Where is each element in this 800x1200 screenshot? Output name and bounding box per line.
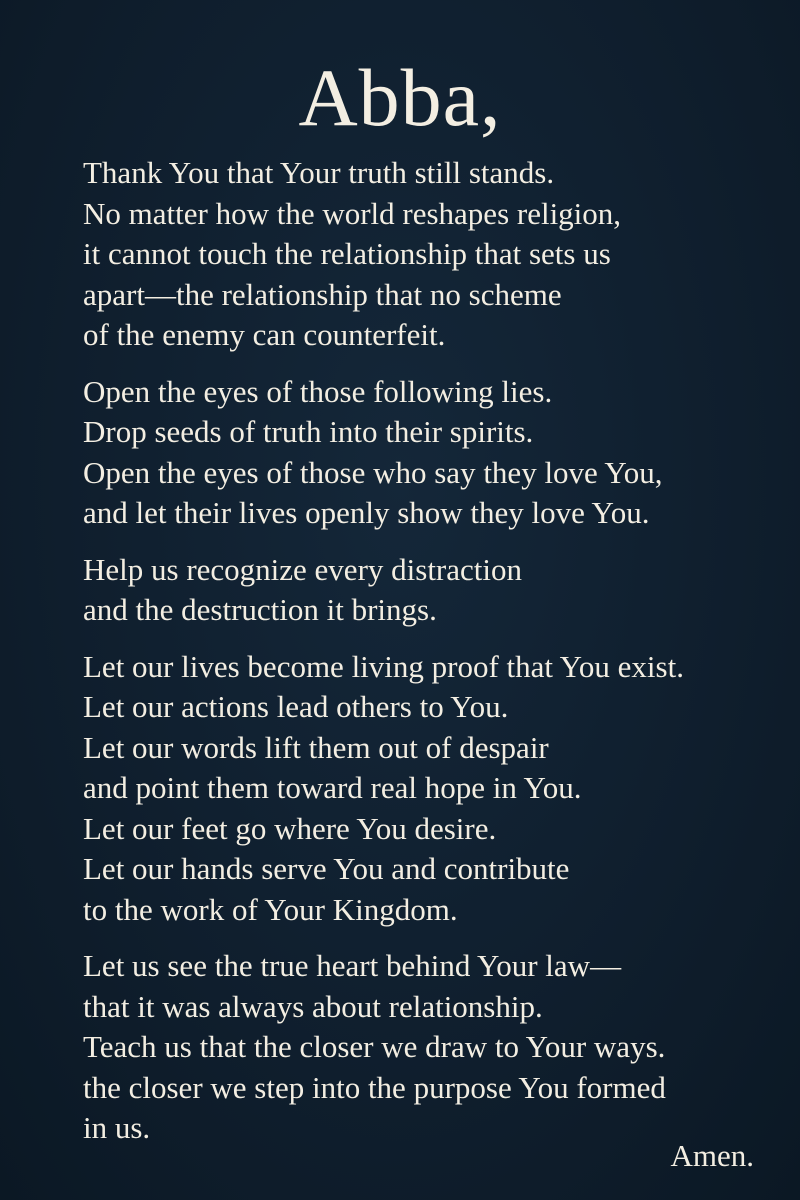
stanza-5 [83,946,783,1149]
prayer-line: Let our feet go where You desire. [83,810,497,846]
prayer-body [83,153,783,1165]
prayer-line: it cannot touch the relationship that sets us [83,236,611,271]
prayer-line: apart—the relationship that no scheme [83,276,562,312]
prayer-line: and point them toward real hope in You. [83,770,582,805]
prayer-line: the closer we step into the purpose You formed [83,1069,666,1105]
prayer-line: and let their lives openly show they love You. [83,495,650,530]
stanza-1 [83,153,783,356]
prayer-line: and the destruction it brings. [83,592,437,627]
prayer-line: No matter how the world reshapes religion, [83,195,622,231]
prayer-title: Abba, [298,52,502,143]
prayer-line: Drop seeds of truth into their spirits. [83,414,534,449]
prayer-line: Open the eyes of those following lies. [83,373,553,409]
prayer-line: Let our lives become living proof that You exist. [83,648,684,684]
prayer-line: in us. [83,1110,151,1145]
stanza-4 [83,647,783,931]
prayer-line: Let our hands serve You and contribute [83,851,570,886]
prayer-line: that it was always about relationship. [83,988,543,1024]
prayer-line: Thank You that Your truth still stands. [83,155,555,190]
prayer-line: Teach us that the closer we draw to Your ways. [83,1029,666,1064]
prayer-line: Open the eyes of those who say they love You, [83,454,663,490]
prayer-line: Let our words lift them out of despair [83,729,549,765]
prayer-line: Help us recognize every distraction [83,551,522,587]
prayer-line: Let us see the true heart behind Your law— [83,948,622,983]
stanza-3 [83,550,783,631]
stanza-2 [83,372,783,534]
prayer-line: to the work of Your Kingdom. [83,891,458,927]
prayer-closing: Amen. [670,1138,754,1173]
prayer-line: Let our actions lead others to You. [83,689,509,724]
prayer-line: of the enemy can counterfeit. [83,317,446,352]
